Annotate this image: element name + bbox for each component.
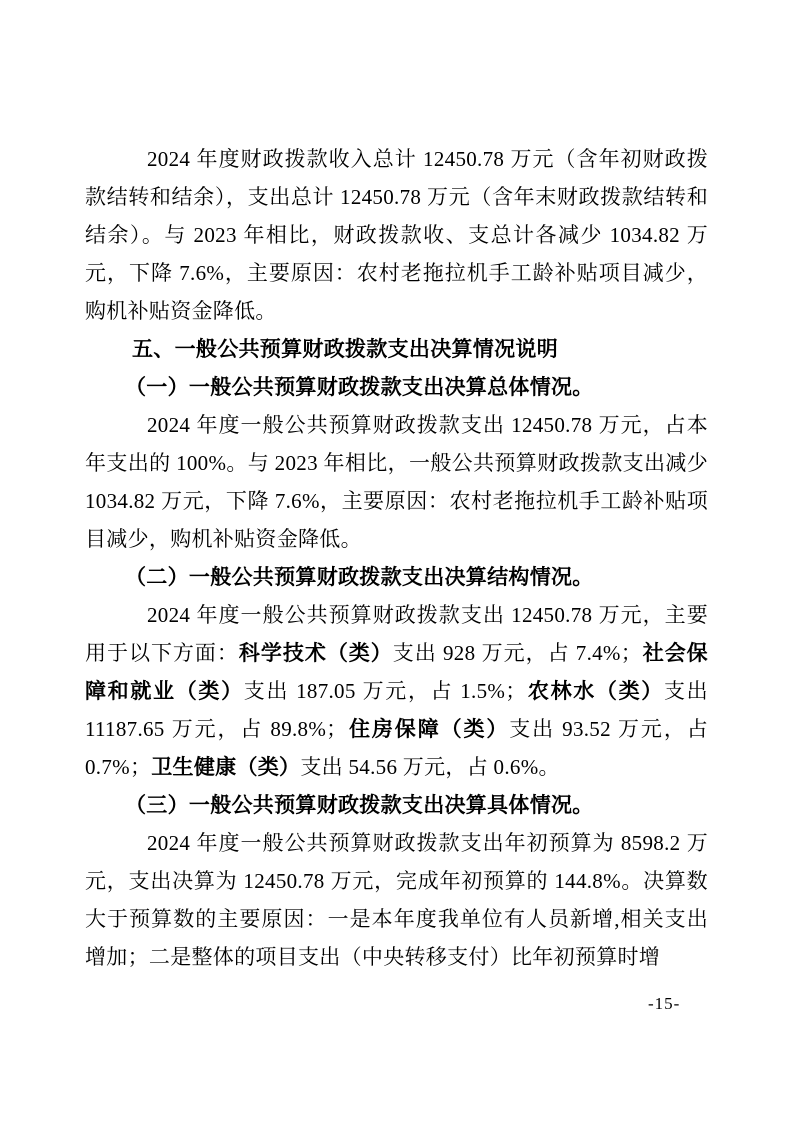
page-number: -15- [648,994,681,1013]
para-general-budget-total: 2024 年度一般公共预算财政拨款支出 12450.78 万元，占本年支出的 100%。与 2023 年相比，一般公共预算财政拨款支出减少 1034.82 万元，下降 7.6%，主要原因：农村老拖拉机手工龄补贴项目减少，购机补贴资金降低。 [85,413,708,551]
text-segment: 支出 187.05 万元，占 1.5%； [243,679,527,703]
heading-section-5: 五、一般公共预算财政拨款支出决算情况说明 [132,337,558,361]
text-segment: 支出 11187.65 万元，占 89.8%； [85,679,708,741]
heading-sub-3-specific-situation: （三）一般公共预算财政拨款支出决算具体情况。 [125,793,594,817]
para-fiscal-appropriation-summary: 2024 年度财政拨款收入总计 12450.78 万元（含年初财政拨款结转和结余），支出总计 12450.78 万元（含年末财政拨款结转和结余）。与 2023 年相比，财政拨款收、支总计各减少 1034.82 万元，下降 7.6%，主要原因：农村老拖拉机手工龄补贴项目减少，购机补贴资金降低。 [85,147,708,323]
category-social-security-employment: 社会保障和就业（类） [85,641,708,703]
category-science-technology: 科学技术（类） [238,641,393,665]
category-agriculture-forestry-water: 农林水（类） [526,679,664,703]
heading-sub-2-structure-situation: （二）一般公共预算财政拨款支出决算结构情况。 [125,565,594,589]
document-content [85,140,708,976]
text-segment: 支出 54.56 万元，占 0.6%。 [300,755,560,779]
heading-sub-1-total-situation: （一）一般公共预算财政拨款支出决算总体情况。 [125,375,594,399]
category-housing-security: 住房保障（类） [347,717,510,741]
para-general-budget-structure [85,596,708,786]
para-general-budget-specific: 2024 年度一般公共预算财政拨款支出年初预算为 8598.2 万元，支出决算为 12450.78 万元，完成年初预算的 144.8%。决算数大于预算数的主要原因：一是本年度我单位有人员新增,相关支出增加；二是整体的项目支出（中央转移支付）比年初预算时增 [85,831,708,969]
text-segment: 支出 93.52 万元，占 0.7%； [85,717,708,779]
category-health: 卫生健康（类） [151,755,301,779]
text-segment: 支出 928 万元，占 7.4%； [392,641,643,665]
text-segment: 2024 年度一般公共预算财政拨款支出 12450.78 万元，主要用于以下方面： [85,603,708,665]
